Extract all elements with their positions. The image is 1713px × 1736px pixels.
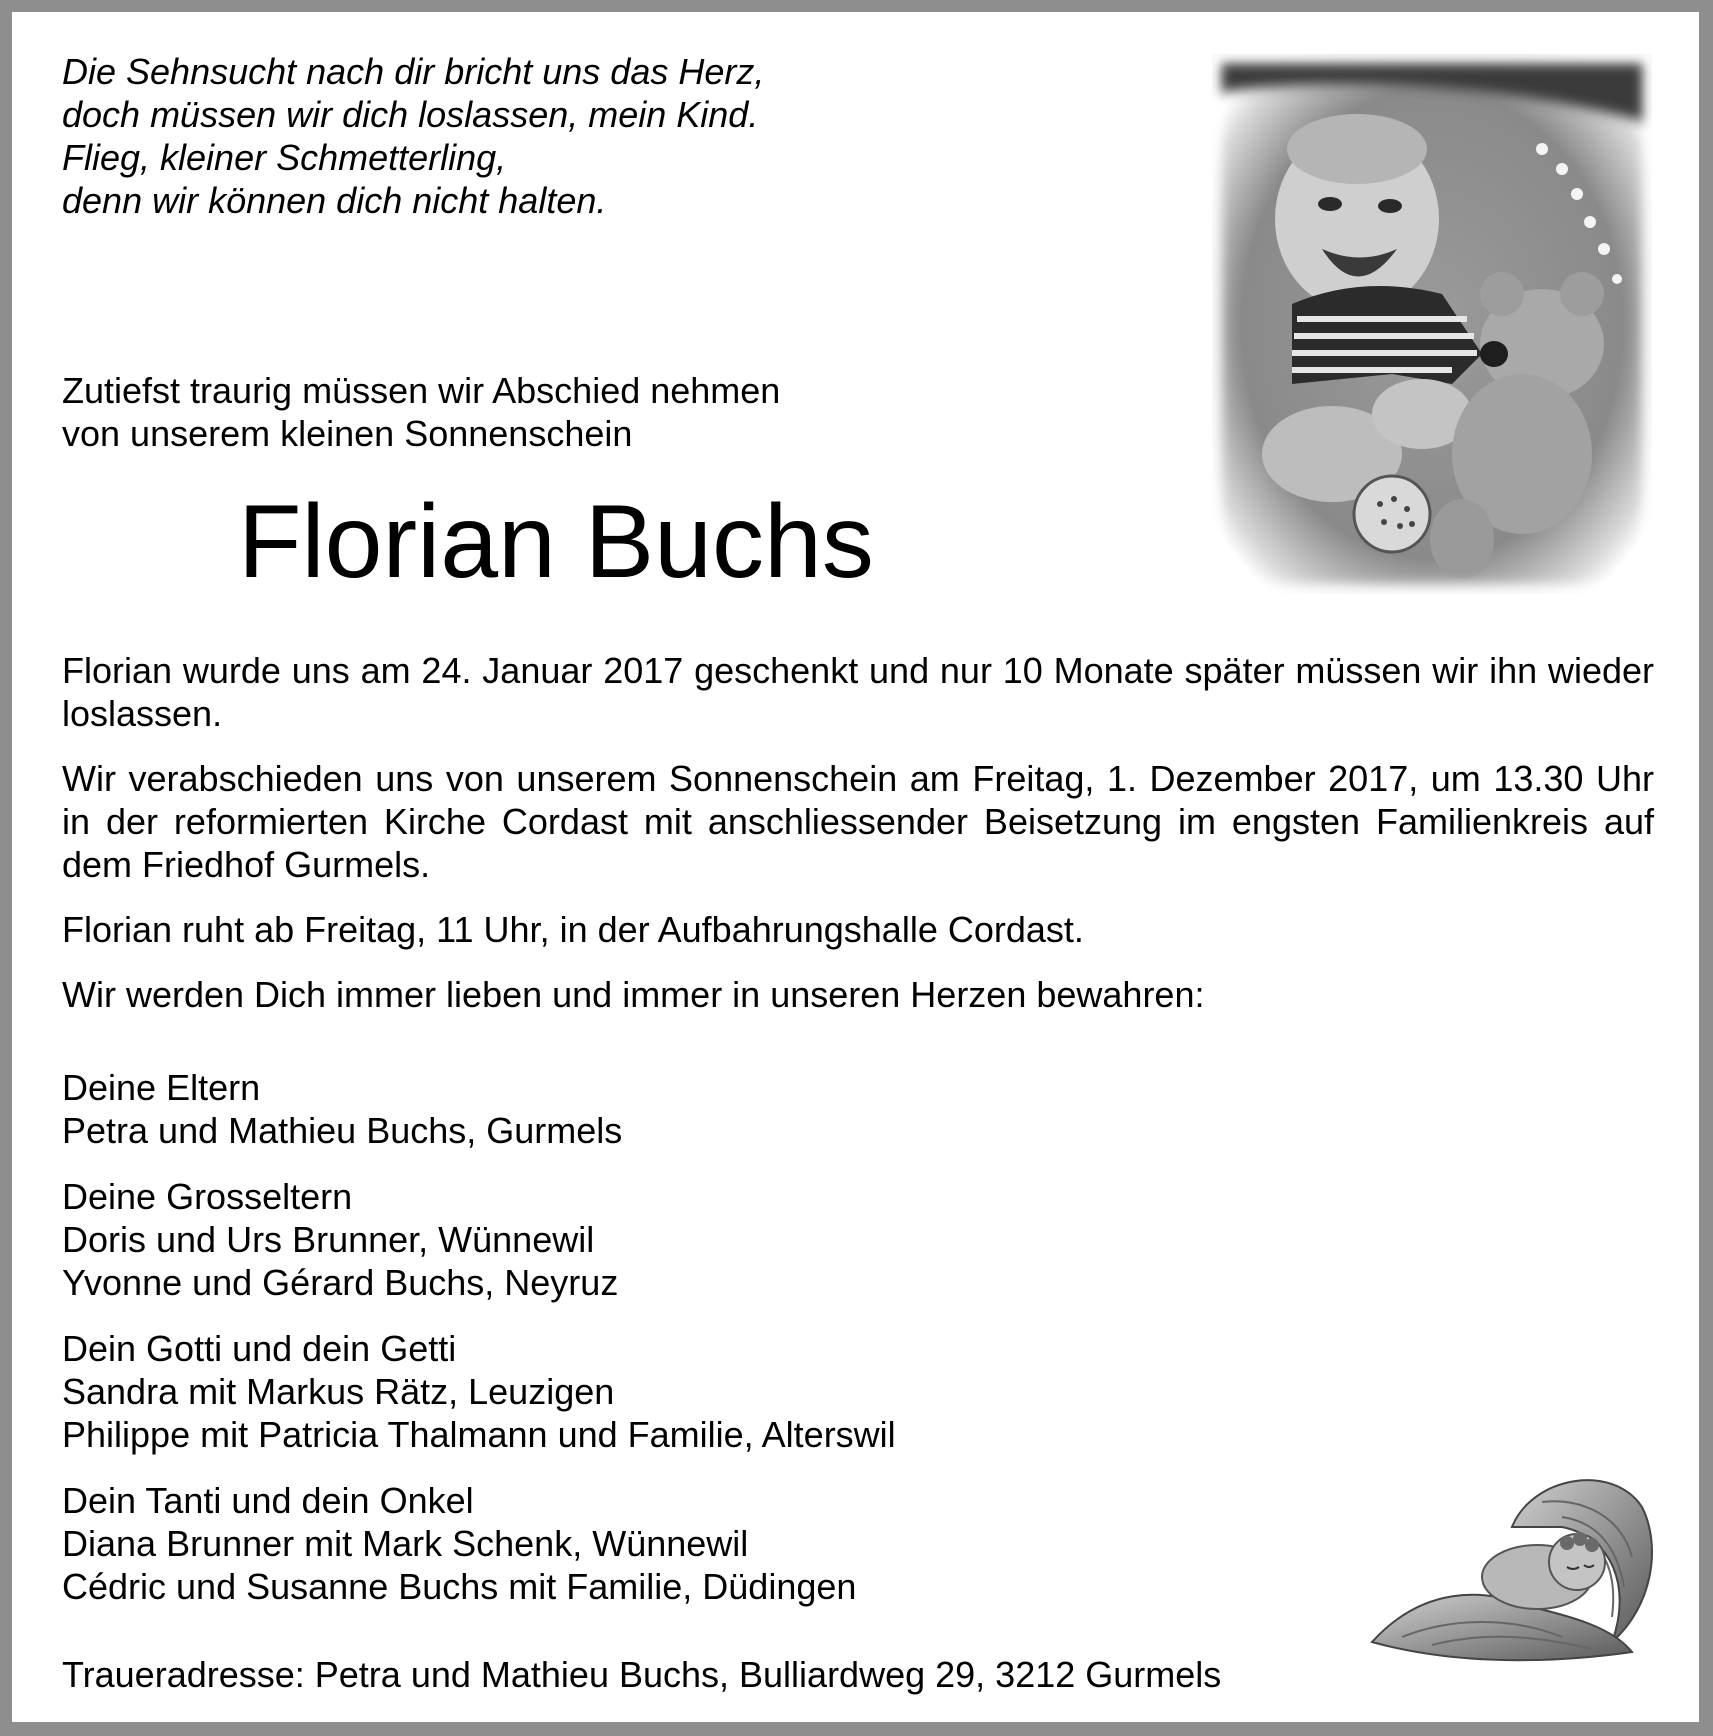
- family-list: [62, 1066, 896, 1631]
- family-group-godparents: [62, 1327, 896, 1456]
- family-member: Sandra mit Markus Rätz, Leuzigen: [62, 1371, 615, 1412]
- poem-line: doch müssen wir dich loslassen, mein Kind.: [62, 94, 759, 135]
- family-member: Yvonne und Gérard Buchs, Neyruz: [62, 1262, 619, 1303]
- poem-line: Die Sehnsucht nach dir bricht uns das Herz,: [62, 51, 765, 92]
- family-heading: Dein Tanti und dein Onkel: [62, 1480, 474, 1521]
- family-member: Cédric und Susanne Buchs mit Familie, Düdingen: [62, 1566, 857, 1607]
- poem-line: denn wir können dich nicht halten.: [62, 180, 607, 221]
- birth-paragraph: Florian wurde uns am 24. Januar 2017 geschenkt und nur 10 Monate später müssen wir ihn wieder loslassen.: [62, 650, 1654, 734]
- family-member: Doris und Urs Brunner, Wünnewil: [62, 1219, 595, 1260]
- intro-text: [62, 369, 780, 455]
- baby-with-teddy-bear-photo: [1212, 54, 1652, 594]
- body-text: [62, 649, 1654, 1038]
- mourning-address: Traueradresse: Petra und Mathieu Buchs, Bulliardweg 29, 3212 Gurmels: [62, 1654, 1222, 1695]
- intro-line: von unserem kleinen Sonnenschein: [62, 413, 633, 454]
- family-member: Diana Brunner mit Mark Schenk, Wünnewil: [62, 1523, 749, 1564]
- family-group-parents: [62, 1066, 896, 1152]
- family-group-grandparents: [62, 1175, 896, 1304]
- poem-line: Flieg, kleiner Schmetterling,: [62, 137, 507, 178]
- viewing-paragraph: Florian ruht ab Freitag, 11 Uhr, in der Aufbahrungshalle Cordast.: [62, 909, 1084, 950]
- intro-line: Zutiefst traurig müssen wir Abschied nehmen: [62, 370, 781, 411]
- poem: [62, 50, 764, 222]
- closing-paragraph: Wir werden Dich immer lieben und immer in unseren Herzen bewahren:: [62, 974, 1205, 1015]
- family-member: Philippe mit Patricia Thalmann und Familie, Alterswil: [62, 1414, 896, 1455]
- sleeping-angel-figurine: [1362, 1467, 1672, 1667]
- deceased-name: Florian Buchs: [238, 484, 874, 600]
- family-member: Petra und Mathieu Buchs, Gurmels: [62, 1110, 623, 1151]
- funeral-paragraph: Wir verabschieden uns von unserem Sonnenschein am Freitag, 1. Dezember 2017, um 13.30 Uhr in der reformierten Kirche Cordast mit anschliessender Beisetzung im engsten Familienkreis auf dem Friedhof Gurmels.: [62, 758, 1654, 885]
- family-heading: Dein Gotti und dein Getti: [62, 1328, 457, 1369]
- family-heading: Deine Grosseltern: [62, 1176, 353, 1217]
- family-heading: Deine Eltern: [62, 1067, 261, 1108]
- family-group-aunt-uncle: [62, 1479, 896, 1608]
- obituary-page: [12, 12, 1699, 1722]
